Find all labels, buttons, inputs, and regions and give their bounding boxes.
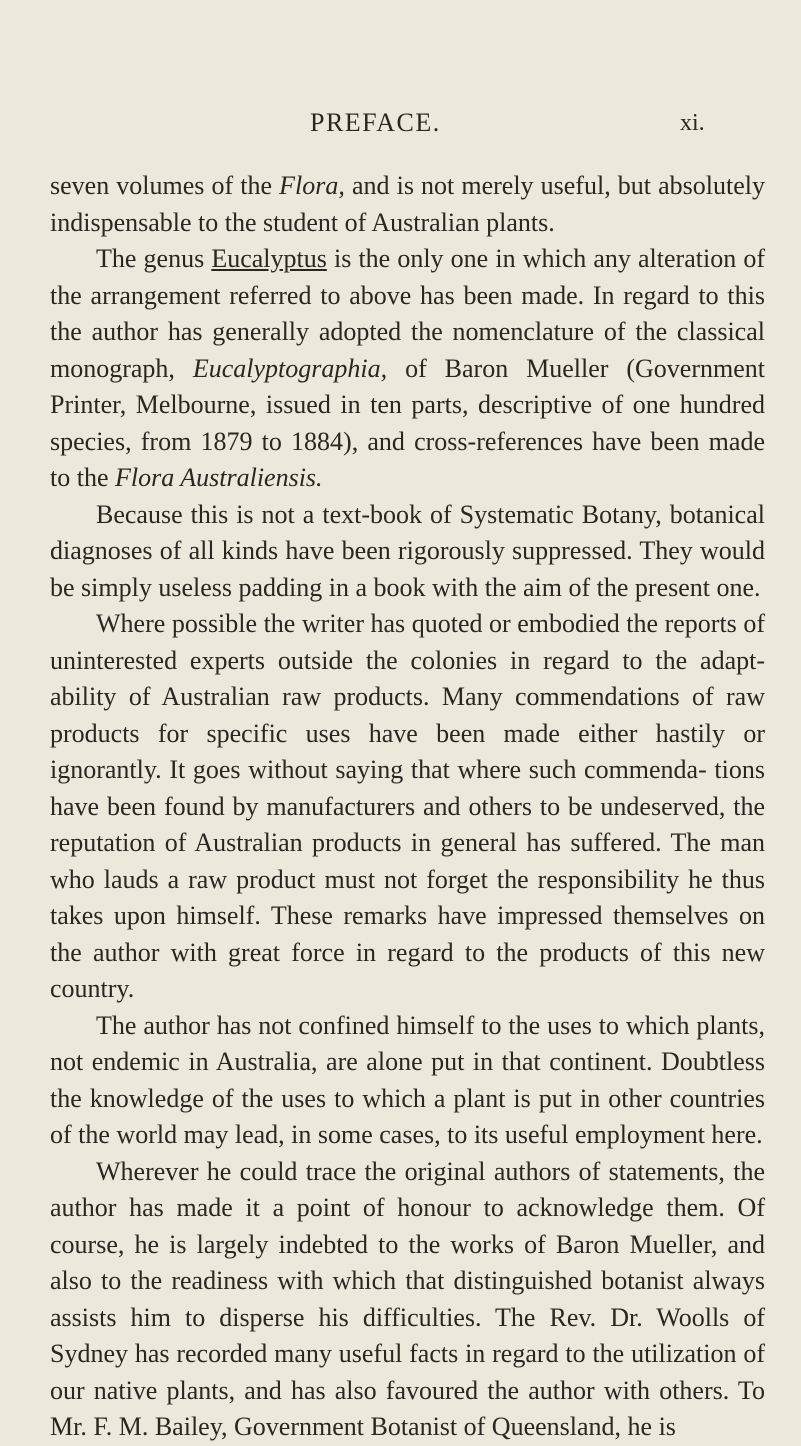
paragraph	[50, 497, 765, 607]
text-segment: Because this is not a text-book of Systematic Botany, botanical diagnoses of all kinds have been rigorously suppressed. They would be simply useless padding in a book with the aim of the present one.	[50, 499, 765, 602]
italic-title: Flora,	[279, 171, 345, 200]
running-header	[0, 100, 801, 144]
italic-title: Eucalyptographia,	[192, 353, 388, 383]
page-number: xi.	[680, 110, 705, 136]
running-header-title: PREFACE.	[310, 108, 441, 137]
text-segment: is the only one in which any alteration of the arrangement referred to above has been made. In regard to this the author has generally adopted the nomenclature of the classical monograph,	[50, 244, 765, 383]
text-segment: The author has not confined himself to the uses to which plants, not endemic in Australia, are alone put in that continent. Doubtless the knowledge of the uses to which a plant is put in other countries of the world may lead, in some cases, to its useful employment here.	[50, 1010, 765, 1149]
paragraph	[50, 606, 765, 1008]
text-segment: and is not merely useful, but absolutely indispensable to the student of Australian plants.	[50, 171, 765, 237]
paragraph	[50, 1154, 765, 1446]
text-segment: Where possible the writer has quoted or embodied the reports of uninterested experts outside the colonies in regard to the adapt- ability of Australian raw products. Many commendations of raw products for specific uses have been made either hastily or ignorantly. It goes without saying that where such commenda- tions have been found by manufacturers and others to be undeserved, the reputation of Australian products in general has suffered. The man who lauds a raw product must not forget the responsibility he thus takes upon himself. These remarks have impressed themselves on the author with great force in regard to the products of this new country.	[50, 609, 765, 1003]
text-segment: of Baron Mueller (Government Printer, Melbourne, issued in ten parts, descriptive of one hundred species, from 1879 to 1884), and cross-references have been made to the	[50, 353, 765, 492]
preface-body-text	[50, 168, 765, 1446]
paragraph	[50, 1008, 765, 1154]
text-segment: seven volumes of the	[50, 171, 280, 200]
underlined-term: Eucalyptus	[211, 244, 327, 273]
paragraph	[50, 168, 765, 241]
paragraph	[50, 241, 765, 497]
italic-title: Flora Australiensis.	[115, 463, 323, 492]
text-segment: Wherever he could trace the original authors of statements, the author has made it a point of honour to acknowledge them. Of course, he is largely indebted to the works of Baron Mueller, and also to the readiness with which that distinguished botanist always assists him to disperse his difficulties. The Rev. Dr. Woolls of Sydney has recorded many useful facts in regard to the utilization of our native plants, and has also favoured the author with others. To Mr. F. M. Bailey, Government Botanist of Queensland, he is	[50, 1156, 765, 1441]
text-segment: The genus	[96, 244, 212, 273]
